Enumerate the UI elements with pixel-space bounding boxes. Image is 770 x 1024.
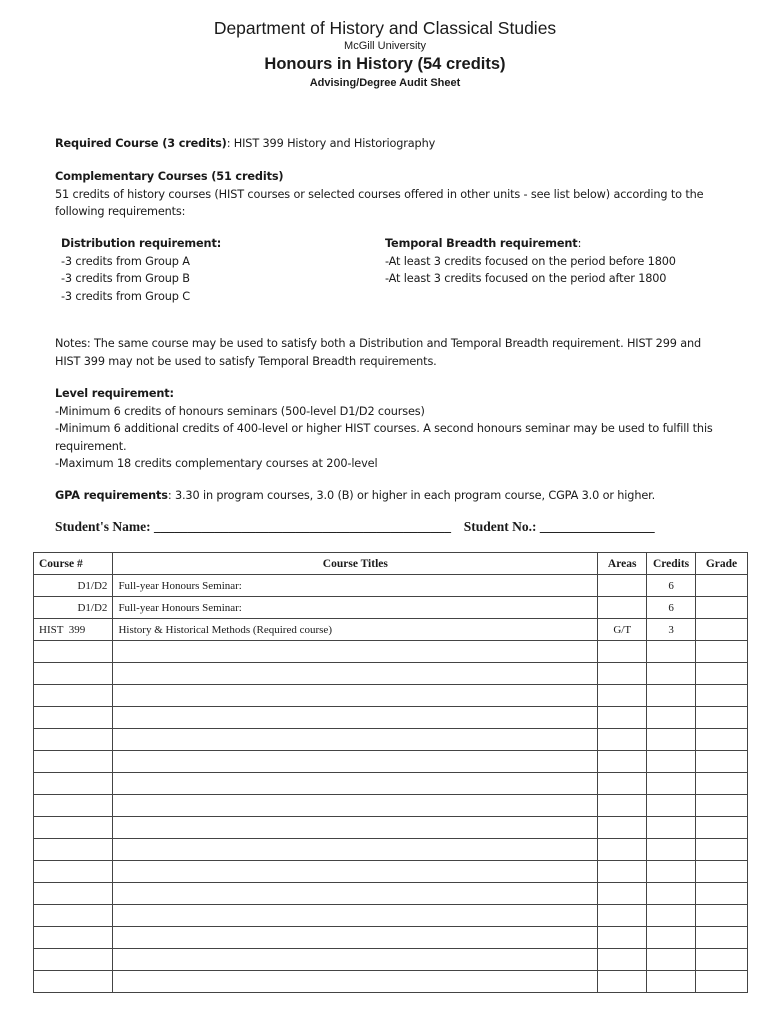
- table-row: [34, 927, 748, 949]
- level-item: -Maximum 18 credits complementary courses at 200-level: [55, 457, 378, 470]
- table-row: [34, 597, 748, 619]
- empty-cell[interactable]: [696, 817, 748, 839]
- empty-cell[interactable]: [34, 817, 113, 839]
- course-title-cell[interactable]: Full-year Honours Seminar:: [113, 597, 598, 619]
- areas-cell[interactable]: [598, 597, 647, 619]
- empty-cell[interactable]: [696, 729, 748, 751]
- student-name-label: Student's Name:: [55, 519, 155, 534]
- required-course-section: [55, 135, 725, 153]
- empty-cell[interactable]: [34, 883, 113, 905]
- empty-cell[interactable]: [696, 707, 748, 729]
- course-title-cell[interactable]: History & Historical Methods (Required course): [113, 619, 598, 641]
- table-row: [34, 971, 748, 993]
- credits-cell[interactable]: 6: [647, 575, 696, 597]
- empty-cell[interactable]: [647, 685, 696, 707]
- empty-cell[interactable]: [647, 773, 696, 795]
- course-audit-table: [33, 552, 748, 993]
- empty-cell[interactable]: [113, 729, 598, 751]
- empty-cell[interactable]: [598, 883, 647, 905]
- empty-cell[interactable]: [647, 861, 696, 883]
- empty-cell[interactable]: [113, 685, 598, 707]
- empty-cell[interactable]: [113, 927, 598, 949]
- sheet-subtitle: Advising/Degree Audit Sheet: [309, 77, 461, 89]
- header-areas: Areas: [598, 553, 647, 575]
- empty-cell[interactable]: [113, 795, 598, 817]
- credits-cell[interactable]: 3: [647, 619, 696, 641]
- empty-cell[interactable]: [598, 839, 647, 861]
- empty-cell[interactable]: [113, 883, 598, 905]
- required-course-text: : HIST 399 History and Historiography: [226, 137, 436, 150]
- temporal-colon: :: [577, 237, 582, 250]
- table-row: [34, 663, 748, 685]
- empty-cell[interactable]: [113, 971, 598, 993]
- empty-cell[interactable]: [113, 817, 598, 839]
- table-row: [34, 795, 748, 817]
- credits-cell[interactable]: 6: [647, 597, 696, 619]
- empty-cell[interactable]: [647, 751, 696, 773]
- table-row: [34, 729, 748, 751]
- table-row: [34, 905, 748, 927]
- empty-cell[interactable]: [598, 861, 647, 883]
- table-row: [34, 575, 748, 597]
- empty-cell[interactable]: [34, 795, 113, 817]
- empty-cell[interactable]: [113, 861, 598, 883]
- table-row: [34, 861, 748, 883]
- empty-cell[interactable]: [34, 927, 113, 949]
- empty-cell[interactable]: [113, 751, 598, 773]
- empty-cell[interactable]: [696, 751, 748, 773]
- temporal-item: -At least 3 credits focused on the period after 1800: [385, 272, 667, 285]
- table-row: [34, 773, 748, 795]
- distribution-item: -3 credits from Group A: [61, 254, 190, 268]
- empty-cell[interactable]: [34, 861, 113, 883]
- student-number-label: Student No.:: [463, 519, 540, 534]
- empty-cell[interactable]: [34, 839, 113, 861]
- empty-cell[interactable]: [598, 949, 647, 971]
- complementary-label: Complementary Courses (51 credits): [55, 170, 284, 183]
- empty-cell[interactable]: [647, 971, 696, 993]
- gpa-requirement: [55, 487, 725, 505]
- student-number-field[interactable]: _________________: [539, 519, 655, 534]
- level-item: -Minimum 6 additional credits of 400-level or higher HIST courses. A second honours seminar may be used to fulfill this requirement.: [55, 422, 713, 453]
- student-name-field[interactable]: ____________________________________________: [154, 519, 452, 534]
- empty-cell[interactable]: [696, 883, 748, 905]
- empty-cell[interactable]: [647, 817, 696, 839]
- empty-cell[interactable]: [34, 949, 113, 971]
- notes-text: Notes: The same course may be used to satisfy both a Distribution and Temporal Breadth requirement. HIST 299 and HIST 399 may not be used to satisfy Temporal Breadth requirements.: [55, 337, 702, 368]
- areas-cell[interactable]: [598, 575, 647, 597]
- course-number-cell[interactable]: HIST 399: [34, 619, 113, 641]
- empty-cell[interactable]: [696, 927, 748, 949]
- empty-cell[interactable]: [34, 971, 113, 993]
- empty-cell[interactable]: [598, 773, 647, 795]
- empty-cell[interactable]: [34, 773, 113, 795]
- empty-cell[interactable]: [598, 751, 647, 773]
- distribution-requirement: [61, 235, 361, 305]
- empty-cell[interactable]: [647, 949, 696, 971]
- table-row: [34, 817, 748, 839]
- empty-cell[interactable]: [34, 663, 113, 685]
- gpa-text: : 3.30 in program courses, 3.0 (B) or higher in each program course, CGPA 3.0 or higher.: [167, 489, 656, 502]
- level-label: Level requirement:: [55, 387, 174, 400]
- table-row: [34, 707, 748, 729]
- empty-cell[interactable]: [598, 971, 647, 993]
- program-title: Honours in History (54 credits): [264, 55, 506, 73]
- empty-cell[interactable]: [647, 729, 696, 751]
- table-header-row: [34, 553, 748, 575]
- empty-cell[interactable]: [598, 927, 647, 949]
- empty-cell[interactable]: [647, 927, 696, 949]
- level-requirement: [55, 385, 725, 473]
- empty-cell[interactable]: [598, 641, 647, 663]
- empty-cell[interactable]: [34, 751, 113, 773]
- temporal-requirement: [385, 235, 745, 288]
- empty-cell[interactable]: [647, 707, 696, 729]
- empty-cell[interactable]: [696, 641, 748, 663]
- empty-cell[interactable]: [34, 641, 113, 663]
- empty-cell[interactable]: [34, 707, 113, 729]
- required-course-label: Required Course (3 credits): [55, 137, 227, 150]
- empty-cell[interactable]: [598, 685, 647, 707]
- header-course-titles: Course Titles: [113, 553, 598, 575]
- empty-cell[interactable]: [113, 949, 598, 971]
- empty-cell[interactable]: [696, 795, 748, 817]
- grade-cell[interactable]: [696, 575, 748, 597]
- header-credits: Credits: [647, 553, 696, 575]
- table-row: [34, 883, 748, 905]
- distribution-item: -3 credits from Group B: [61, 272, 190, 285]
- empty-cell[interactable]: [696, 861, 748, 883]
- grade-cell[interactable]: [696, 619, 748, 641]
- empty-cell[interactable]: [113, 707, 598, 729]
- empty-cell[interactable]: [696, 905, 748, 927]
- empty-cell[interactable]: [34, 729, 113, 751]
- student-info-line: [55, 519, 655, 535]
- empty-cell[interactable]: [598, 707, 647, 729]
- empty-cell[interactable]: [647, 641, 696, 663]
- empty-cell[interactable]: [598, 729, 647, 751]
- level-item: -Minimum 6 credits of honours seminars (500-level D1/D2 courses): [55, 404, 425, 418]
- empty-cell[interactable]: [113, 773, 598, 795]
- gpa-label: GPA requirements: [55, 489, 168, 502]
- table-row: [34, 641, 748, 663]
- empty-cell[interactable]: [34, 905, 113, 927]
- complementary-text: 51 credits of history courses (HIST courses or selected courses offered in other units - see list below) according to the following requirements:: [55, 187, 704, 218]
- empty-cell[interactable]: [696, 663, 748, 685]
- course-number-cell[interactable]: D1/D2: [34, 575, 113, 597]
- empty-cell[interactable]: [598, 795, 647, 817]
- temporal-label: Temporal Breadth requirement: [385, 237, 578, 250]
- course-title-cell[interactable]: Full-year Honours Seminar:: [113, 575, 598, 597]
- empty-cell[interactable]: [696, 685, 748, 707]
- empty-cell[interactable]: [113, 641, 598, 663]
- empty-cell[interactable]: [113, 905, 598, 927]
- department-title: Department of History and Classical Studies: [213, 18, 557, 38]
- empty-cell[interactable]: [647, 839, 696, 861]
- empty-cell[interactable]: [647, 905, 696, 927]
- empty-cell[interactable]: [647, 795, 696, 817]
- empty-cell[interactable]: [696, 773, 748, 795]
- empty-cell[interactable]: [647, 663, 696, 685]
- table-row: [34, 685, 748, 707]
- table-row: [34, 619, 748, 641]
- header-course-number: Course #: [34, 553, 113, 575]
- distribution-label: Distribution requirement:: [61, 237, 222, 250]
- empty-cell[interactable]: [598, 817, 647, 839]
- university-name: McGill University: [344, 40, 426, 52]
- grade-cell[interactable]: [696, 597, 748, 619]
- areas-cell[interactable]: G/T: [598, 619, 647, 641]
- table-row: [34, 949, 748, 971]
- empty-cell[interactable]: [696, 971, 748, 993]
- complementary-section: [55, 168, 725, 221]
- course-number-cell[interactable]: D1/D2: [34, 597, 113, 619]
- empty-cell[interactable]: [598, 663, 647, 685]
- table-row: [34, 751, 748, 773]
- header-grade: Grade: [696, 553, 748, 575]
- empty-cell[interactable]: [113, 663, 598, 685]
- empty-cell[interactable]: [647, 883, 696, 905]
- empty-cell[interactable]: [696, 839, 748, 861]
- empty-cell[interactable]: [34, 685, 113, 707]
- empty-cell[interactable]: [598, 905, 647, 927]
- empty-cell[interactable]: [696, 949, 748, 971]
- distribution-item: -3 credits from Group C: [61, 289, 190, 303]
- empty-cell[interactable]: [113, 839, 598, 861]
- temporal-item: -At least 3 credits focused on the period before 1800: [385, 254, 676, 268]
- table-row: [34, 839, 748, 861]
